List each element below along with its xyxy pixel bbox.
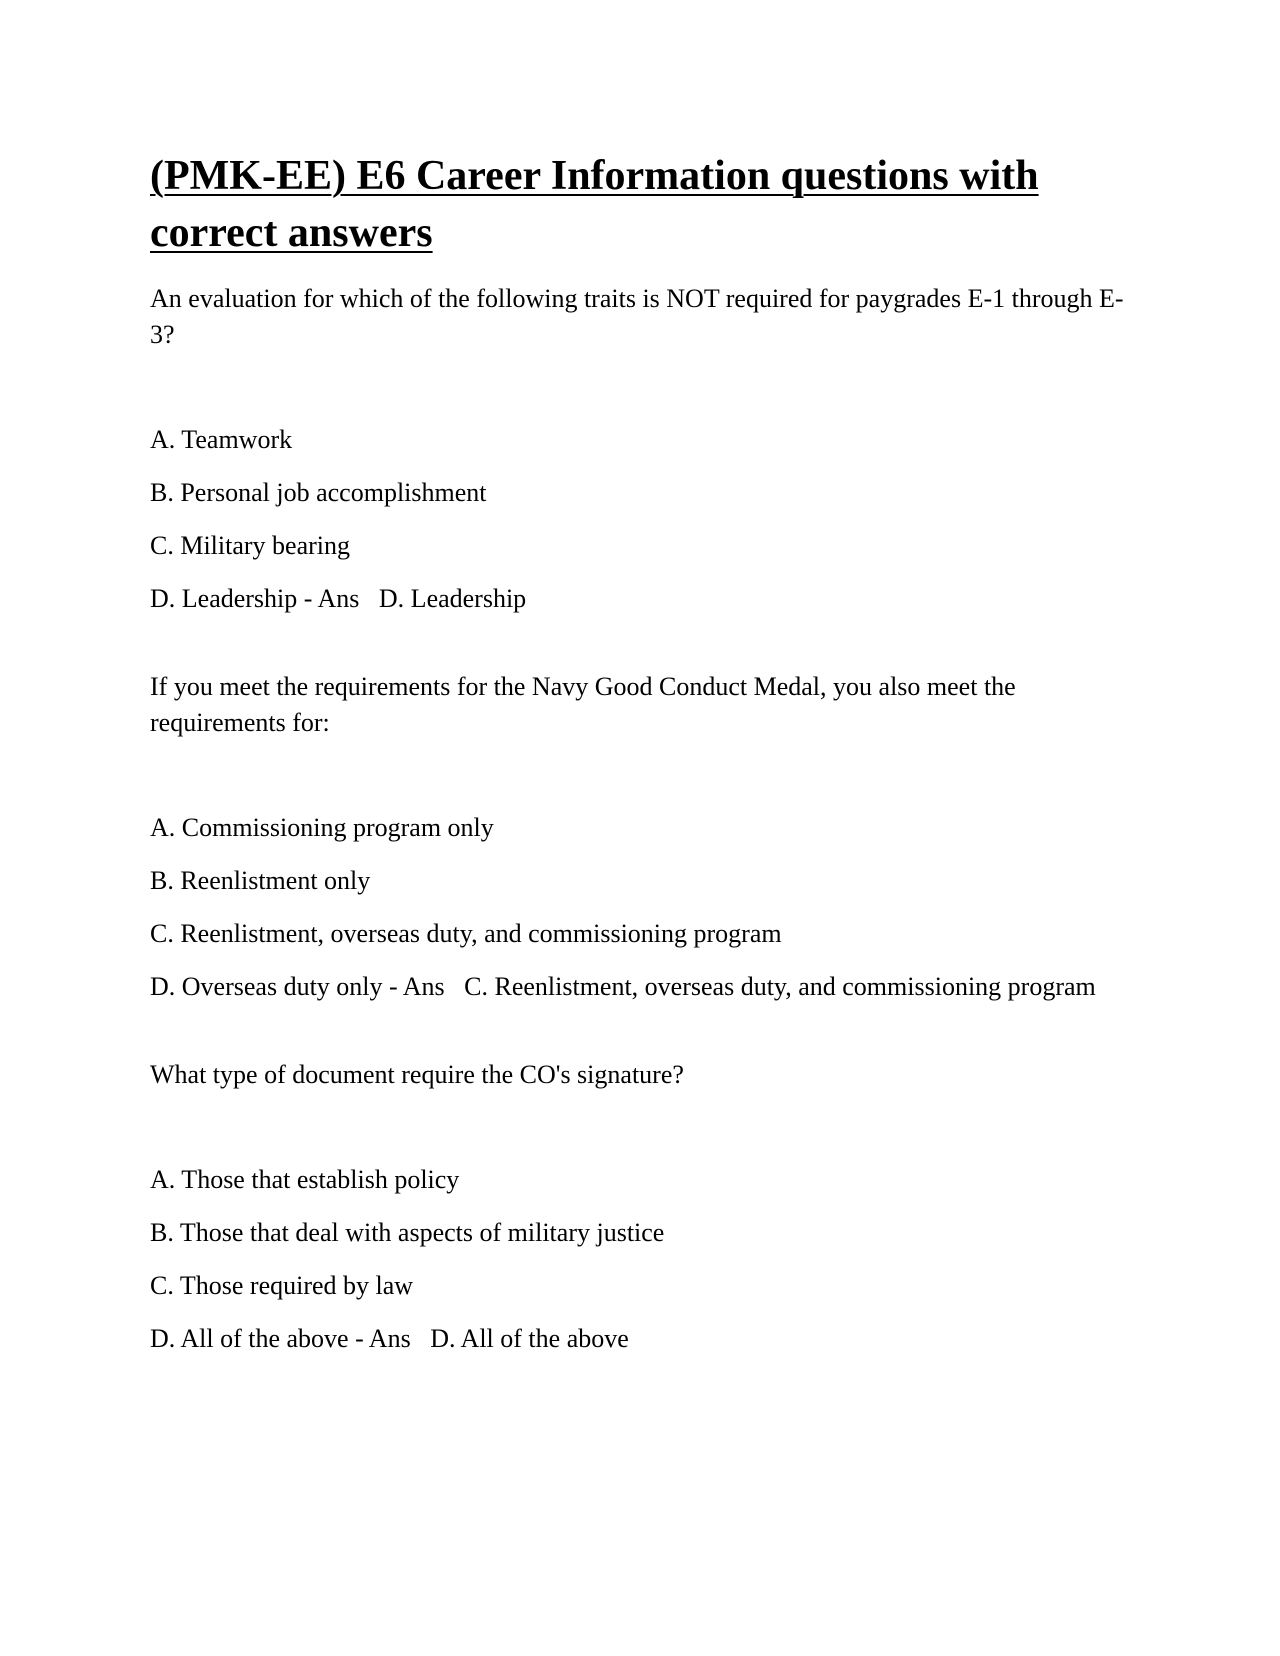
correct-answer: D. Leadership — [378, 584, 527, 613]
option-a: A. Teamwork — [150, 425, 293, 454]
question-text: An evaluation for which of the following traits is NOT required for paygrades E-1 through E-3? — [150, 284, 1124, 349]
option-c: C. Military bearing — [150, 531, 351, 560]
question-block-1 — [150, 281, 1140, 617]
document-page — [150, 148, 1140, 1374]
option-d-with-answer — [150, 581, 1140, 617]
option-c: C. Those required by law — [150, 1271, 414, 1300]
answer-label: - Ans — [303, 584, 360, 613]
document-title: (PMK-EE) E6 Career Information questions with correct answers — [150, 153, 1039, 256]
option-b: B. Reenlistment only — [150, 866, 371, 895]
option-a: A. Those that establish policy — [150, 1165, 460, 1194]
answer-label: - Ans — [389, 972, 445, 1001]
option-d: D. All of the above — [150, 1324, 349, 1353]
option-b: B. Those that deal with aspects of military justice — [150, 1218, 665, 1247]
question-text: If you meet the requirements for the Navy Good Conduct Medal, you also meet the requirements for: — [150, 672, 1016, 737]
option-b: B. Personal job accomplishment — [150, 478, 487, 507]
answer-options — [150, 810, 1140, 1005]
correct-answer: C. Reenlistment, overseas duty, and commissioning program — [464, 972, 1096, 1001]
option-d: D. Overseas duty only — [150, 972, 383, 1001]
option-d-with-answer — [150, 1321, 1140, 1357]
answer-options — [150, 1162, 1140, 1357]
answer-options — [150, 422, 1140, 617]
question-block-3 — [150, 1057, 1140, 1357]
question-block-2 — [150, 669, 1140, 1005]
correct-answer: D. All of the above — [430, 1324, 629, 1353]
option-c: C. Reenlistment, overseas duty, and commissioning program — [150, 919, 782, 948]
answer-label: - Ans — [355, 1324, 411, 1353]
option-a: A. Commissioning program only — [150, 813, 494, 842]
question-text: What type of document require the CO's signature? — [150, 1060, 684, 1089]
option-d: D. Leadership — [150, 584, 298, 613]
option-d-with-answer — [150, 969, 1140, 1005]
